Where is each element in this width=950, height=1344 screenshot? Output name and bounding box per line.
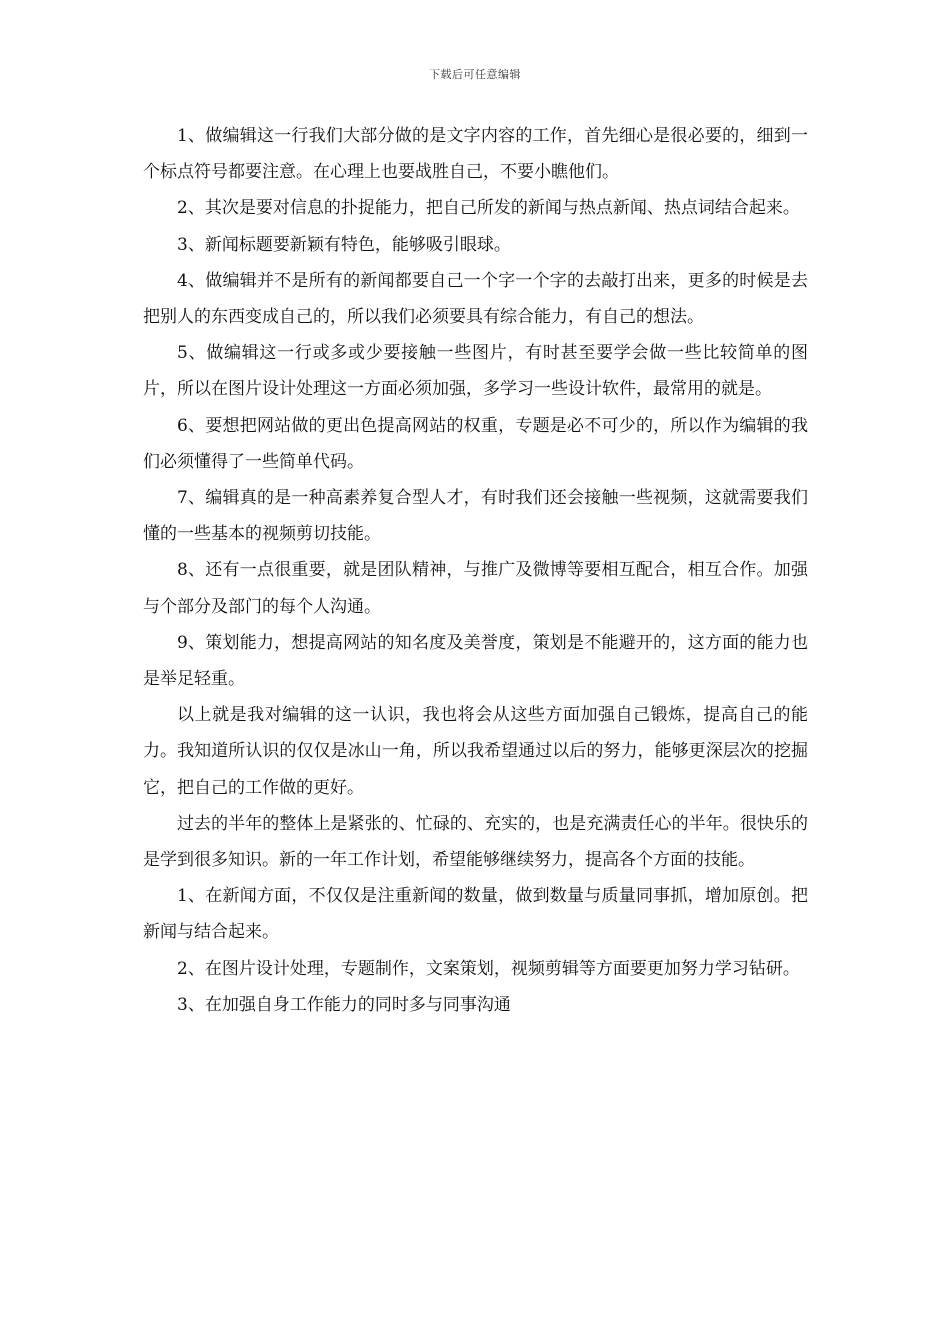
paragraph: 7、编辑真的是一种高素养复合型人才，有时我们还会接触一些视频，这就需要我们懂的一些基本的视频剪切技能。 [143, 488, 808, 545]
document-body [143, 118, 808, 1023]
paragraph: 过去的半年的整体上是紧张的、忙碌的、充实的，也是充满责任心的半年。很快乐的是学到很多知识。新的一年工作计划，希望能够继续努力，提高各个方面的技能。 [143, 813, 808, 871]
paragraph: 3、在加强自身工作能力的同时多与同事沟通 [177, 994, 511, 1015]
paragraph: 1、在新闻方面，不仅仅是注重新闻的数量，做到数量与质量同事抓，增加原创。把新闻与结合起来。 [143, 886, 808, 943]
paragraph: 8、还有一点很重要，就是团队精神，与推广及微博等要相互配合，相互合作。加强与个部分及部门的每个人沟通。 [143, 560, 808, 617]
paragraph: 9、策划能力，想提高网站的知名度及美誉度，策划是不能避开的，这方面的能力也是举足轻重。 [143, 632, 808, 690]
paragraph: 3、新闻标题要新颖有特色，能够吸引眼球。 [177, 234, 511, 255]
paragraph: 5、做编辑这一行或多或少要接触一些图片，有时甚至要学会做一些比较简单的图片，所以在图片设计处理这一方面必须加强，多学习一些设计软件，最常用的就是。 [143, 343, 808, 400]
paragraph: 4、做编辑并不是所有的新闻都要自己一个字一个字的去敲打出来，更多的时候是去把别人的东西变成自己的，所以我们必须要具有综合能力，有自己的想法。 [143, 270, 808, 328]
paragraph: 2、在图片设计处理，专题制作，文案策划，视频剪辑等方面要更加努力学习钻研。 [177, 958, 800, 979]
paragraph: 6、要想把网站做的更出色提高网站的权重，专题是必不可少的，所以作为编辑的我们必须懂得了一些简单代码。 [143, 415, 808, 472]
paragraph: 1、做编辑这一行我们大部分做的是文字内容的工作，首先细心是很必要的，细到一个标点符号都要注意。在心理上也要战胜自己，不要小瞧他们。 [143, 126, 808, 183]
paragraph: 以上就是我对编辑的这一认识，我也将会从这些方面加强自己锻炼，提高自己的能力。我知道所认识的仅仅是冰山一角，所以我希望通过以后的努力，能够更深层次的挖掘它，把自己的工作做的更好。 [143, 705, 808, 798]
page-header: 下载后可任意编辑 [429, 68, 521, 81]
paragraph: 2、其次是要对信息的扑捉能力，把自己所发的新闻与热点新闻、热点词结合起来。 [177, 198, 800, 219]
